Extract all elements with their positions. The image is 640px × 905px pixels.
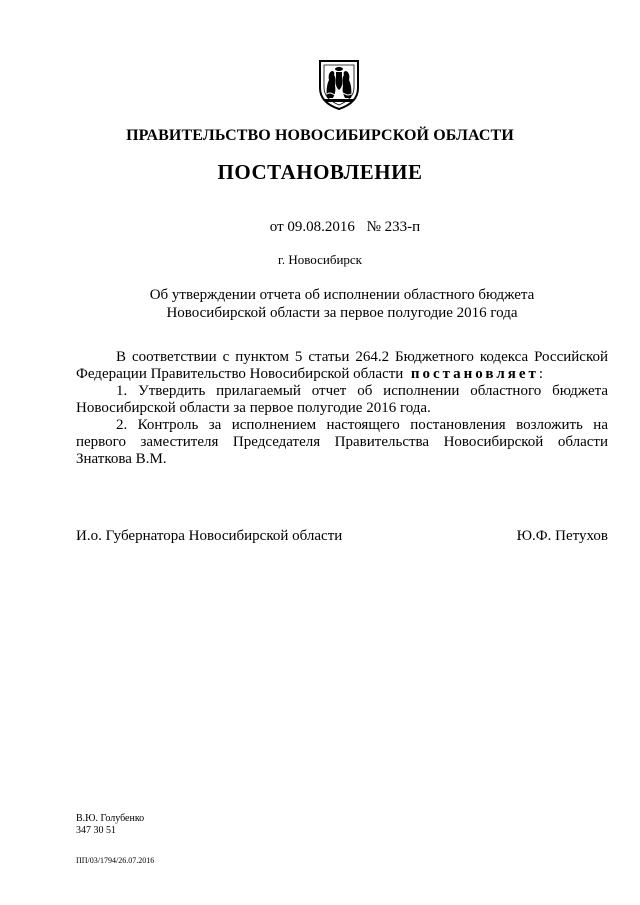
document-subject (80, 286, 604, 322)
item-2-paragraph: 2. Контроль за исполнением настоящего постановления возложить на первого заместителя Председателя Правительства Новосибирской области Знаткова В.М. (76, 417, 608, 467)
document-code: ПП/03/1794/26.07.2016 (76, 856, 155, 865)
signature-block (76, 528, 608, 545)
document-body (76, 349, 608, 468)
executor-name: В.Ю. Голубенко (76, 813, 145, 824)
document-date: от 09.08.2016 (269, 219, 355, 235)
executor-phone: 347 30 51 (76, 825, 116, 836)
document-number: № 233-п (366, 219, 421, 235)
preamble-text: В соответствии с пунктом 5 статьи 264.2 Бюджетного кодекса Российской Федерации Правительство Новосибирской области (76, 349, 608, 382)
coat-of-arms-icon (317, 58, 361, 110)
subject-line-1: Об утверждении отчета об исполнении областного бюджета (149, 287, 535, 303)
date-number-line (0, 219, 640, 236)
document-city: г. Новосибирск (277, 252, 362, 267)
preamble-paragraph (76, 349, 608, 383)
resolution-verb: постановляет (410, 366, 539, 382)
subject-line-2: Новосибирской области за первое полугодие 2016 года (166, 305, 518, 321)
signatory-position: И.о. Губернатора Новосибирской области (76, 528, 343, 544)
document-type-title: ПОСТАНОВЛЕНИЕ (217, 160, 423, 184)
item-1-paragraph: 1. Утвердить прилагаемый отчет об исполнении областного бюджета Новосибирской области за первое полугодие 2016 года. (76, 383, 608, 416)
signatory-name: Ю.Ф. Петухов (516, 528, 608, 544)
government-name: ПРАВИТЕЛЬСТВО НОВОСИБИРСКОЙ ОБЛАСТИ (126, 127, 514, 144)
preamble-end: : (538, 366, 544, 382)
executor-block (76, 813, 144, 837)
